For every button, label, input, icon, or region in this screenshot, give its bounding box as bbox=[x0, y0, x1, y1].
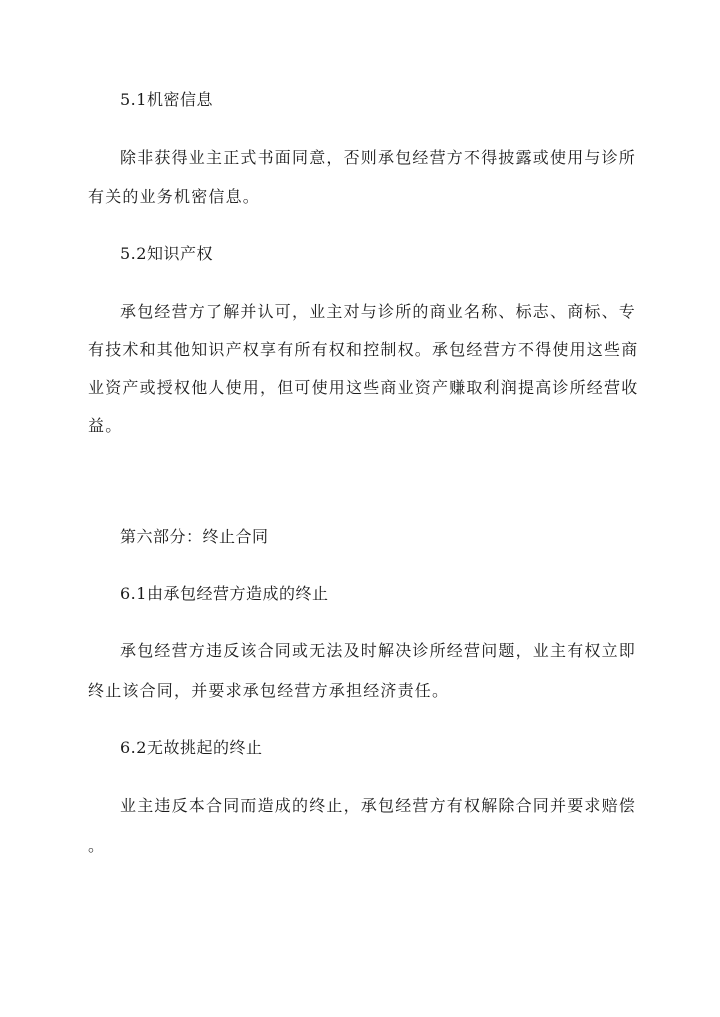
section-5-2-paragraph-line: 益。 bbox=[88, 416, 123, 435]
section-6-1-paragraph-line: 终止该合同，并要求承包经营方承担经济责任。 bbox=[88, 681, 450, 700]
section-6-2-paragraph-line: 。 bbox=[88, 836, 106, 855]
part-6-heading: 第六部分：终止合同 bbox=[120, 527, 269, 546]
section-5-1-paragraph-line: 除非获得业主正式书面同意，否则承包经营方不得披露或使用与诊所 bbox=[120, 148, 637, 167]
section-6-1-paragraph-line: 承包经营方违反该合同或无法及时解决诊所经营问题，业主有权立即 bbox=[120, 641, 637, 660]
section-5-1-paragraph-line: 有关的业务机密信息。 bbox=[88, 187, 261, 206]
section-6-2-paragraph-line: 业主违反本合同而造成的终止，承包经营方有权解除合同并要求赔偿 bbox=[120, 796, 637, 815]
section-6-2-heading: 6.2无故挑起的终止 bbox=[120, 738, 263, 757]
section-5-2-heading: 5.2知识产权 bbox=[120, 244, 213, 263]
section-6-1-heading: 6.1由承包经营方造成的终止 bbox=[120, 584, 329, 603]
section-5-2-paragraph-line: 有技术和其他知识产权享有所有权和控制权。承包经营方不得使用这些商 bbox=[88, 340, 639, 359]
section-5-1-heading: 5.1机密信息 bbox=[120, 90, 213, 109]
section-5-2-paragraph-line: 业资产或授权他人使用，但可使用这些商业资产赚取利润提高诊所经营收 bbox=[88, 378, 639, 397]
section-5-2-paragraph-line: 承包经营方了解并认可，业主对与诊所的商业名称、标志、商标、专 bbox=[120, 302, 637, 321]
